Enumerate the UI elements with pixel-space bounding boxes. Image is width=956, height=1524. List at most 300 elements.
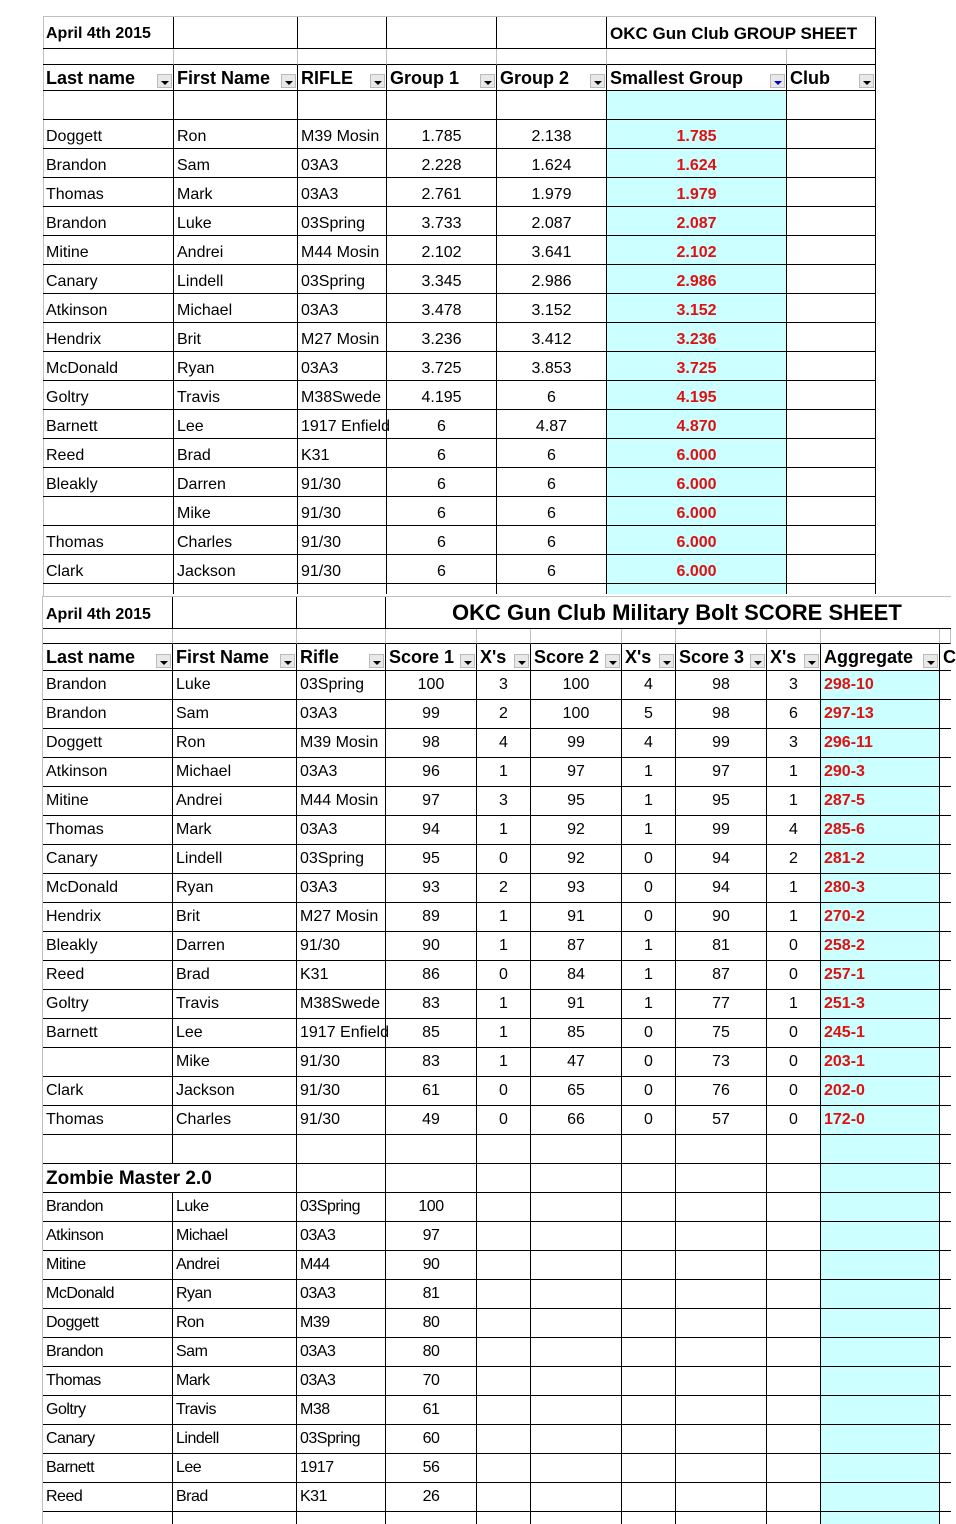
zombie-score-cell: 80 bbox=[386, 1309, 477, 1338]
cell bbox=[477, 1135, 531, 1164]
cell bbox=[940, 700, 951, 729]
cell bbox=[940, 1135, 951, 1164]
filter-dropdown-icon[interactable] bbox=[605, 654, 620, 668]
zombie-score-cell: 81 bbox=[386, 1280, 477, 1309]
filter-dropdown-icon[interactable] bbox=[480, 74, 495, 88]
cell bbox=[940, 671, 951, 700]
group-1-cell: 3.478 bbox=[387, 294, 497, 323]
aggregate-cell: 202-0 bbox=[821, 1077, 940, 1106]
last-name-cell: McDonald bbox=[43, 874, 173, 903]
score-2-cell: 84 bbox=[531, 961, 622, 990]
last-name-cell: Mitine bbox=[43, 236, 174, 265]
xs-1-cell: 4 bbox=[477, 729, 531, 758]
rifle-cell: 91/30 bbox=[298, 468, 387, 497]
cell bbox=[174, 584, 298, 594]
group-2-cell: 2.138 bbox=[497, 120, 607, 149]
rifle-cell: 03Spring bbox=[297, 671, 386, 700]
score-1-cell: 61 bbox=[386, 1077, 477, 1106]
score-2-cell: 100 bbox=[531, 671, 622, 700]
cell bbox=[676, 1222, 767, 1251]
cell bbox=[297, 1512, 386, 1524]
first-name-cell: Charles bbox=[174, 526, 298, 555]
filter-dropdown-icon[interactable] bbox=[370, 74, 385, 88]
cell bbox=[940, 903, 951, 932]
xs-2-cell: 0 bbox=[622, 874, 676, 903]
cell bbox=[940, 990, 951, 1019]
group-2-cell: 3.853 bbox=[497, 352, 607, 381]
cell bbox=[477, 1251, 531, 1280]
filter-dropdown-icon[interactable] bbox=[590, 74, 605, 88]
xs-3-cell: 0 bbox=[767, 1077, 821, 1106]
xs-3-cell: 3 bbox=[767, 729, 821, 758]
filter-dropdown-icon[interactable] bbox=[923, 654, 938, 668]
aggregate-cell: 245-1 bbox=[821, 1019, 940, 1048]
cell bbox=[477, 1425, 531, 1454]
column-header-label: Group 2 bbox=[500, 68, 570, 88]
group-2-cell: 2.986 bbox=[497, 265, 607, 294]
cell bbox=[386, 1512, 477, 1524]
column-header-label: Aggregate bbox=[824, 647, 914, 667]
cell bbox=[531, 1338, 622, 1367]
first-name-cell: Luke bbox=[173, 671, 297, 700]
last-name-cell: Goltry bbox=[43, 990, 173, 1019]
zombie-rifle-cell: M38 bbox=[297, 1396, 386, 1425]
group-1-cell: 2.102 bbox=[387, 236, 497, 265]
last-name-cell bbox=[43, 1048, 173, 1077]
cell bbox=[940, 1454, 951, 1483]
cell bbox=[298, 584, 387, 594]
cell bbox=[940, 1193, 951, 1222]
zombie-last-name-cell: Atkinson bbox=[43, 1222, 173, 1251]
cell bbox=[940, 845, 951, 874]
column-header[interactable] bbox=[940, 644, 956, 671]
zombie-first-name-cell: Ron bbox=[173, 1309, 297, 1338]
aggregate-cell: 296-11 bbox=[821, 729, 940, 758]
xs-3-cell: 0 bbox=[767, 932, 821, 961]
column-header-label: C bbox=[943, 647, 956, 667]
group-2-cell: 6 bbox=[497, 381, 607, 410]
group-2-cell: 1.979 bbox=[497, 178, 607, 207]
club-cell bbox=[787, 149, 876, 178]
cell bbox=[622, 1512, 676, 1524]
column-header-label: Score 2 bbox=[534, 647, 600, 667]
score-2-cell: 93 bbox=[531, 874, 622, 903]
xs-3-cell: 1 bbox=[767, 787, 821, 816]
last-name-cell: Doggett bbox=[43, 729, 173, 758]
filter-dropdown-icon[interactable] bbox=[460, 654, 475, 668]
cell bbox=[531, 1425, 622, 1454]
xs-3-cell: 3 bbox=[767, 671, 821, 700]
column-header[interactable] bbox=[607, 65, 787, 91]
cell bbox=[531, 629, 622, 644]
cell bbox=[787, 49, 876, 65]
xs-1-cell: 1 bbox=[477, 903, 531, 932]
filter-dropdown-icon[interactable] bbox=[659, 654, 674, 668]
first-name-cell: Mark bbox=[173, 816, 297, 845]
cell bbox=[676, 1512, 767, 1524]
score-3-cell: 77 bbox=[676, 990, 767, 1019]
cell bbox=[821, 1338, 940, 1367]
score-1-cell: 98 bbox=[386, 729, 477, 758]
cell bbox=[676, 629, 767, 644]
smallest-group-cell: 3.152 bbox=[607, 294, 787, 323]
cell bbox=[43, 1512, 173, 1524]
cell bbox=[477, 1396, 531, 1425]
xs-3-cell: 0 bbox=[767, 961, 821, 990]
column-header[interactable] bbox=[43, 644, 173, 671]
first-name-cell: Brad bbox=[173, 961, 297, 990]
filter-dropdown-icon[interactable] bbox=[281, 74, 296, 88]
xs-2-cell: 4 bbox=[622, 729, 676, 758]
xs-1-cell: 0 bbox=[477, 845, 531, 874]
score-2-cell: 47 bbox=[531, 1048, 622, 1077]
group-1-cell: 6 bbox=[387, 439, 497, 468]
score-2-cell: 91 bbox=[531, 903, 622, 932]
cell bbox=[940, 729, 951, 758]
zombie-rifle-cell: 03Spring bbox=[297, 1193, 386, 1222]
cell bbox=[531, 1193, 622, 1222]
cell bbox=[767, 1367, 821, 1396]
club-cell bbox=[787, 352, 876, 381]
filter-dropdown-icon[interactable] bbox=[514, 654, 529, 668]
cell bbox=[387, 584, 497, 594]
rifle-cell: 1917 Enfield bbox=[297, 1019, 386, 1048]
club-cell bbox=[787, 265, 876, 294]
filter-dropdown-icon[interactable] bbox=[280, 654, 295, 668]
first-name-cell: Jackson bbox=[174, 555, 298, 584]
aggregate-cell: 287-5 bbox=[821, 787, 940, 816]
score-3-cell: 76 bbox=[676, 1077, 767, 1106]
group-2-cell: 3.641 bbox=[497, 236, 607, 265]
last-name-cell: Clark bbox=[43, 1077, 173, 1106]
cell bbox=[787, 91, 876, 120]
zombie-score-cell: 60 bbox=[386, 1425, 477, 1454]
rifle-cell: M27 Mosin bbox=[297, 903, 386, 932]
cell bbox=[477, 1338, 531, 1367]
cell bbox=[940, 961, 951, 990]
column-header[interactable] bbox=[386, 644, 477, 671]
last-name-cell: Atkinson bbox=[43, 294, 174, 323]
xs-1-cell: 3 bbox=[477, 671, 531, 700]
last-name-cell: Brandon bbox=[43, 207, 174, 236]
cell bbox=[477, 1309, 531, 1338]
cell bbox=[767, 1251, 821, 1280]
zombie-last-name-cell: McDonald bbox=[43, 1280, 173, 1309]
score-1-cell: 94 bbox=[386, 816, 477, 845]
group-1-cell: 6 bbox=[387, 410, 497, 439]
zombie-score-cell: 100 bbox=[386, 1193, 477, 1222]
zombie-score-cell: 90 bbox=[386, 1251, 477, 1280]
first-name-cell: Darren bbox=[174, 468, 298, 497]
smallest-group-cell: 1.624 bbox=[607, 149, 787, 178]
cell bbox=[43, 1135, 173, 1164]
column-header[interactable] bbox=[787, 65, 876, 91]
cell bbox=[767, 629, 821, 644]
xs-2-cell: 1 bbox=[622, 932, 676, 961]
cell bbox=[173, 597, 297, 629]
xs-1-cell: 0 bbox=[477, 1077, 531, 1106]
score-3-cell: 97 bbox=[676, 758, 767, 787]
rifle-cell: 91/30 bbox=[297, 1106, 386, 1135]
score-2-cell: 87 bbox=[531, 932, 622, 961]
filter-dropdown-icon[interactable] bbox=[369, 654, 384, 668]
score-sheet-date: April 4th 2015 bbox=[43, 597, 173, 629]
filter-dropdown-icon[interactable] bbox=[157, 74, 172, 88]
cell bbox=[607, 584, 787, 594]
cell bbox=[767, 1280, 821, 1309]
zombie-rifle-cell: K31 bbox=[297, 1483, 386, 1512]
last-name-cell: Canary bbox=[43, 845, 173, 874]
column-header[interactable] bbox=[676, 644, 767, 671]
column-header[interactable] bbox=[173, 644, 297, 671]
smallest-group-cell: 6.000 bbox=[607, 468, 787, 497]
last-name-cell: Bleakly bbox=[43, 932, 173, 961]
last-name-cell: Reed bbox=[43, 439, 174, 468]
zombie-first-name-cell: Luke bbox=[173, 1193, 297, 1222]
score-3-cell: 81 bbox=[676, 932, 767, 961]
filter-dropdown-icon[interactable] bbox=[804, 654, 819, 668]
cell bbox=[767, 1193, 821, 1222]
score-1-cell: 100 bbox=[386, 671, 477, 700]
xs-2-cell: 0 bbox=[622, 1019, 676, 1048]
cell bbox=[622, 1251, 676, 1280]
group-1-cell: 3.236 bbox=[387, 323, 497, 352]
cell bbox=[531, 1396, 622, 1425]
group-2-cell: 6 bbox=[497, 497, 607, 526]
xs-2-cell: 0 bbox=[622, 1077, 676, 1106]
club-cell bbox=[787, 381, 876, 410]
first-name-cell: Ron bbox=[173, 729, 297, 758]
score-2-cell: 91 bbox=[531, 990, 622, 1019]
club-cell bbox=[787, 323, 876, 352]
last-name-cell: McDonald bbox=[43, 352, 174, 381]
cell bbox=[767, 1396, 821, 1425]
rifle-cell: 91/30 bbox=[298, 526, 387, 555]
cell bbox=[477, 1367, 531, 1396]
score-sheet-title: OKC Gun Club Military Bolt SCORE SHEET bbox=[386, 597, 951, 629]
club-cell bbox=[787, 410, 876, 439]
smallest-group-cell: 2.986 bbox=[607, 265, 787, 294]
column-header[interactable] bbox=[821, 644, 940, 671]
xs-2-cell: 0 bbox=[622, 1048, 676, 1077]
smallest-group-cell: 6.000 bbox=[607, 497, 787, 526]
group-sheet-date: April 4th 2015 bbox=[43, 17, 174, 49]
cell bbox=[173, 1135, 297, 1164]
cell bbox=[497, 584, 607, 594]
cell bbox=[43, 629, 173, 644]
aggregate-cell: 280-3 bbox=[821, 874, 940, 903]
xs-3-cell: 1 bbox=[767, 758, 821, 787]
cell bbox=[821, 1222, 940, 1251]
score-2-cell: 100 bbox=[531, 700, 622, 729]
cell bbox=[767, 1338, 821, 1367]
first-name-cell: Charles bbox=[173, 1106, 297, 1135]
cell bbox=[940, 1483, 951, 1512]
cell bbox=[821, 1367, 940, 1396]
zombie-score-cell: 61 bbox=[386, 1396, 477, 1425]
zombie-rifle-cell: M44 bbox=[297, 1251, 386, 1280]
first-name-cell: Luke bbox=[174, 207, 298, 236]
cell bbox=[767, 1135, 821, 1164]
cell bbox=[940, 874, 951, 903]
group-2-cell: 6 bbox=[497, 439, 607, 468]
zombie-title: Zombie Master 2.0 bbox=[43, 1164, 297, 1193]
rifle-cell: 03Spring bbox=[297, 845, 386, 874]
rifle-cell: M27 Mosin bbox=[298, 323, 387, 352]
xs-3-cell: 1 bbox=[767, 903, 821, 932]
rifle-cell: 03Spring bbox=[298, 207, 387, 236]
xs-2-cell: 0 bbox=[622, 903, 676, 932]
smallest-group-cell: 6.000 bbox=[607, 526, 787, 555]
score-1-cell: 83 bbox=[386, 1048, 477, 1077]
cell bbox=[297, 1135, 386, 1164]
score-1-cell: 96 bbox=[386, 758, 477, 787]
smallest-group-cell: 1.979 bbox=[607, 178, 787, 207]
aggregate-cell: 258-2 bbox=[821, 932, 940, 961]
rifle-cell: M44 Mosin bbox=[297, 787, 386, 816]
zombie-first-name-cell: Sam bbox=[173, 1338, 297, 1367]
cell bbox=[676, 1251, 767, 1280]
column-header[interactable] bbox=[531, 644, 622, 671]
club-cell bbox=[787, 178, 876, 207]
cell bbox=[767, 1512, 821, 1524]
xs-1-cell: 1 bbox=[477, 932, 531, 961]
rifle-cell: 91/30 bbox=[298, 555, 387, 584]
column-header-label: First Name bbox=[177, 68, 271, 88]
zombie-first-name-cell: Ryan bbox=[173, 1280, 297, 1309]
rifle-cell: 1917 Enfield bbox=[298, 410, 387, 439]
column-header-label: X's bbox=[625, 647, 652, 667]
column-header[interactable] bbox=[297, 644, 386, 671]
group-1-cell: 2.228 bbox=[387, 149, 497, 178]
cell bbox=[43, 584, 174, 594]
smallest-group-cell: 6.000 bbox=[607, 555, 787, 584]
cell bbox=[298, 49, 387, 65]
column-header-label: RIFLE bbox=[301, 68, 353, 88]
cell bbox=[622, 1483, 676, 1512]
column-header[interactable] bbox=[174, 65, 298, 91]
column-header-label: Rifle bbox=[300, 647, 340, 667]
column-header[interactable] bbox=[497, 65, 607, 91]
cell bbox=[940, 1222, 951, 1251]
cell bbox=[940, 1251, 951, 1280]
zombie-last-name-cell: Doggett bbox=[43, 1309, 173, 1338]
score-1-cell: 93 bbox=[386, 874, 477, 903]
zombie-first-name-cell: Brad bbox=[173, 1483, 297, 1512]
cell bbox=[622, 1164, 676, 1193]
group-2-cell: 3.412 bbox=[497, 323, 607, 352]
zombie-first-name-cell: Travis bbox=[173, 1396, 297, 1425]
filter-dropdown-icon[interactable] bbox=[750, 654, 765, 668]
cell bbox=[531, 1309, 622, 1338]
xs-2-cell: 1 bbox=[622, 758, 676, 787]
cell bbox=[940, 1106, 951, 1135]
club-cell bbox=[787, 236, 876, 265]
last-name-cell: Reed bbox=[43, 961, 173, 990]
cell bbox=[531, 1512, 622, 1524]
zombie-first-name-cell: Andrei bbox=[173, 1251, 297, 1280]
last-name-cell: Brandon bbox=[43, 671, 173, 700]
rifle-cell: 03A3 bbox=[297, 758, 386, 787]
rifle-cell: 91/30 bbox=[297, 932, 386, 961]
cell bbox=[821, 1396, 940, 1425]
column-header-label: Smallest Group bbox=[610, 68, 744, 88]
cell bbox=[477, 1280, 531, 1309]
first-name-cell: Brit bbox=[173, 903, 297, 932]
cell bbox=[386, 1164, 477, 1193]
column-header[interactable] bbox=[43, 65, 174, 91]
filter-dropdown-icon[interactable] bbox=[770, 74, 785, 88]
xs-2-cell: 1 bbox=[622, 990, 676, 1019]
cell bbox=[531, 1454, 622, 1483]
cell bbox=[821, 1483, 940, 1512]
cell bbox=[676, 1454, 767, 1483]
column-header-label: Score 3 bbox=[679, 647, 745, 667]
column-header[interactable] bbox=[387, 65, 497, 91]
first-name-cell: Michael bbox=[173, 758, 297, 787]
cell bbox=[477, 1222, 531, 1251]
zombie-rifle-cell: 03A3 bbox=[297, 1280, 386, 1309]
rifle-cell: 03A3 bbox=[298, 294, 387, 323]
xs-1-cell: 1 bbox=[477, 758, 531, 787]
zombie-last-name-cell: Brandon bbox=[43, 1193, 173, 1222]
cell bbox=[174, 91, 298, 120]
column-header[interactable] bbox=[477, 644, 531, 671]
first-name-cell: Sam bbox=[173, 700, 297, 729]
score-2-cell: 85 bbox=[531, 1019, 622, 1048]
cell bbox=[622, 1309, 676, 1338]
xs-1-cell: 1 bbox=[477, 816, 531, 845]
cell bbox=[676, 1396, 767, 1425]
group-1-cell: 6 bbox=[387, 497, 497, 526]
cell bbox=[940, 1164, 951, 1193]
score-3-cell: 75 bbox=[676, 1019, 767, 1048]
cell bbox=[43, 91, 174, 120]
score-1-cell: 86 bbox=[386, 961, 477, 990]
first-name-cell: Lindell bbox=[174, 265, 298, 294]
column-header-label: First Name bbox=[176, 647, 270, 667]
rifle-cell: K31 bbox=[298, 439, 387, 468]
club-cell bbox=[787, 294, 876, 323]
cell bbox=[622, 1454, 676, 1483]
filter-dropdown-icon[interactable] bbox=[859, 74, 874, 88]
cell bbox=[940, 629, 951, 644]
last-name-cell: Brandon bbox=[43, 149, 174, 178]
first-name-cell: Andrei bbox=[173, 787, 297, 816]
last-name-cell: Bleakly bbox=[43, 468, 174, 497]
score-1-cell: 89 bbox=[386, 903, 477, 932]
xs-3-cell: 1 bbox=[767, 990, 821, 1019]
rifle-cell: M44 Mosin bbox=[298, 236, 387, 265]
filter-dropdown-icon[interactable] bbox=[156, 654, 171, 668]
cell bbox=[386, 1135, 477, 1164]
zombie-rifle-cell: 1917 bbox=[297, 1454, 386, 1483]
cell bbox=[767, 1164, 821, 1193]
xs-3-cell: 0 bbox=[767, 1048, 821, 1077]
score-2-cell: 65 bbox=[531, 1077, 622, 1106]
cell bbox=[174, 17, 298, 49]
cell bbox=[298, 17, 387, 49]
cell bbox=[607, 91, 787, 120]
column-header[interactable] bbox=[298, 65, 387, 91]
column-header[interactable] bbox=[767, 644, 821, 671]
column-header[interactable] bbox=[622, 644, 676, 671]
zombie-score-cell: 56 bbox=[386, 1454, 477, 1483]
score-2-cell: 99 bbox=[531, 729, 622, 758]
zombie-rifle-cell: 03A3 bbox=[297, 1222, 386, 1251]
cell bbox=[297, 1164, 386, 1193]
smallest-group-cell: 6.000 bbox=[607, 439, 787, 468]
